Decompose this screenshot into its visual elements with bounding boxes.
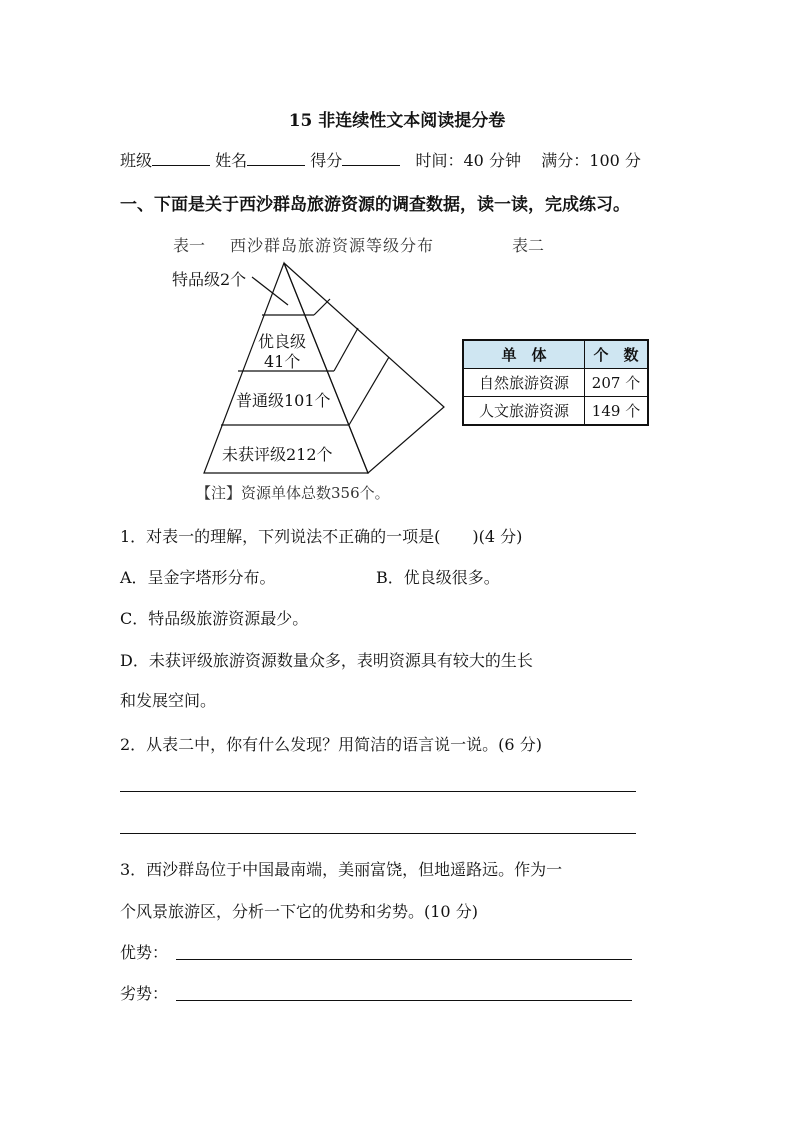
- table2-label: 表二: [512, 236, 545, 255]
- q1-option-c[interactable]: C．特品级旅游资源最少。: [120, 609, 309, 628]
- level-normal-label: 普通级101个: [236, 391, 331, 410]
- disadvantage-answer-line[interactable]: [176, 1000, 632, 1001]
- note-text: 【注】资源单体总数356个。: [196, 484, 390, 502]
- name-label: 姓名: [215, 151, 248, 170]
- level-special-label: 特品级2个: [172, 270, 247, 289]
- table-cell: 自然旅游资源: [463, 369, 585, 397]
- disadvantage-label: 劣势：: [120, 984, 169, 1003]
- name-blank[interactable]: [247, 149, 305, 166]
- score-label: 得分: [310, 151, 343, 170]
- pyramid-side-line-2: [334, 328, 358, 371]
- class-blank[interactable]: [152, 149, 210, 166]
- table2: [462, 339, 649, 426]
- q1-option-b[interactable]: B．优良级很多。: [376, 568, 500, 587]
- table-header-cell: 个 数: [585, 340, 649, 369]
- student-info-row: [120, 148, 641, 171]
- table-cell: 149 个: [585, 397, 649, 426]
- time-text: 时间：40 分钟: [415, 151, 521, 170]
- q1-option-a[interactable]: A．呈金字塔形分布。: [120, 568, 276, 587]
- score-blank[interactable]: [342, 149, 400, 166]
- table-header-row: [463, 340, 648, 369]
- page-title: 15 非连续性文本阅读提分卷: [288, 111, 506, 131]
- question-2: 2．从表二中，你有什么发现？用简洁的语言说一说。(6 分): [120, 735, 542, 754]
- level-good-label-2: 41个: [264, 352, 301, 371]
- section-heading: 一、下面是关于西沙群岛旅游资源的调查数据，读一读，完成练习。: [120, 195, 630, 215]
- table-cell: 207 个: [585, 369, 649, 397]
- answer-line[interactable]: [120, 833, 636, 834]
- table-header-cell: 单 体: [463, 340, 585, 369]
- q1-option-d-cont: 和发展空间。: [120, 691, 217, 710]
- level-good-label-1: 优良级: [258, 332, 307, 351]
- table-row: [463, 397, 648, 426]
- table-cell: 人文旅游资源: [463, 397, 585, 426]
- pyramid-side-line-1: [314, 299, 330, 315]
- pyramid-side-face: [284, 263, 444, 473]
- level-unrated-label: 未获评级212个: [222, 445, 333, 464]
- table1-caption: 西沙群岛旅游资源等级分布: [230, 236, 435, 255]
- pyramid-chart: [160, 255, 460, 480]
- table1-label: 表一: [173, 236, 206, 255]
- q1-option-d[interactable]: D．未获评级旅游资源数量众多，表明资源具有较大的生长: [120, 651, 533, 670]
- table-row: [463, 369, 648, 397]
- full-marks-text: 满分：100 分: [541, 151, 641, 170]
- advantage-label: 优势：: [120, 943, 169, 962]
- class-label: 班级: [120, 151, 153, 170]
- question-3-line1: 3．西沙群岛位于中国最南端，美丽富饶，但地遥路远。作为一: [120, 860, 563, 879]
- question-1: 1．对表一的理解，下列说法不正确的一项是( )(4 分): [120, 527, 523, 546]
- pyramid-side-line-3: [349, 357, 389, 425]
- advantage-answer-line[interactable]: [176, 959, 632, 960]
- answer-line[interactable]: [120, 791, 636, 792]
- question-3-line2: 个风景旅游区，分析一下它的优势和劣势。(10 分): [120, 902, 478, 921]
